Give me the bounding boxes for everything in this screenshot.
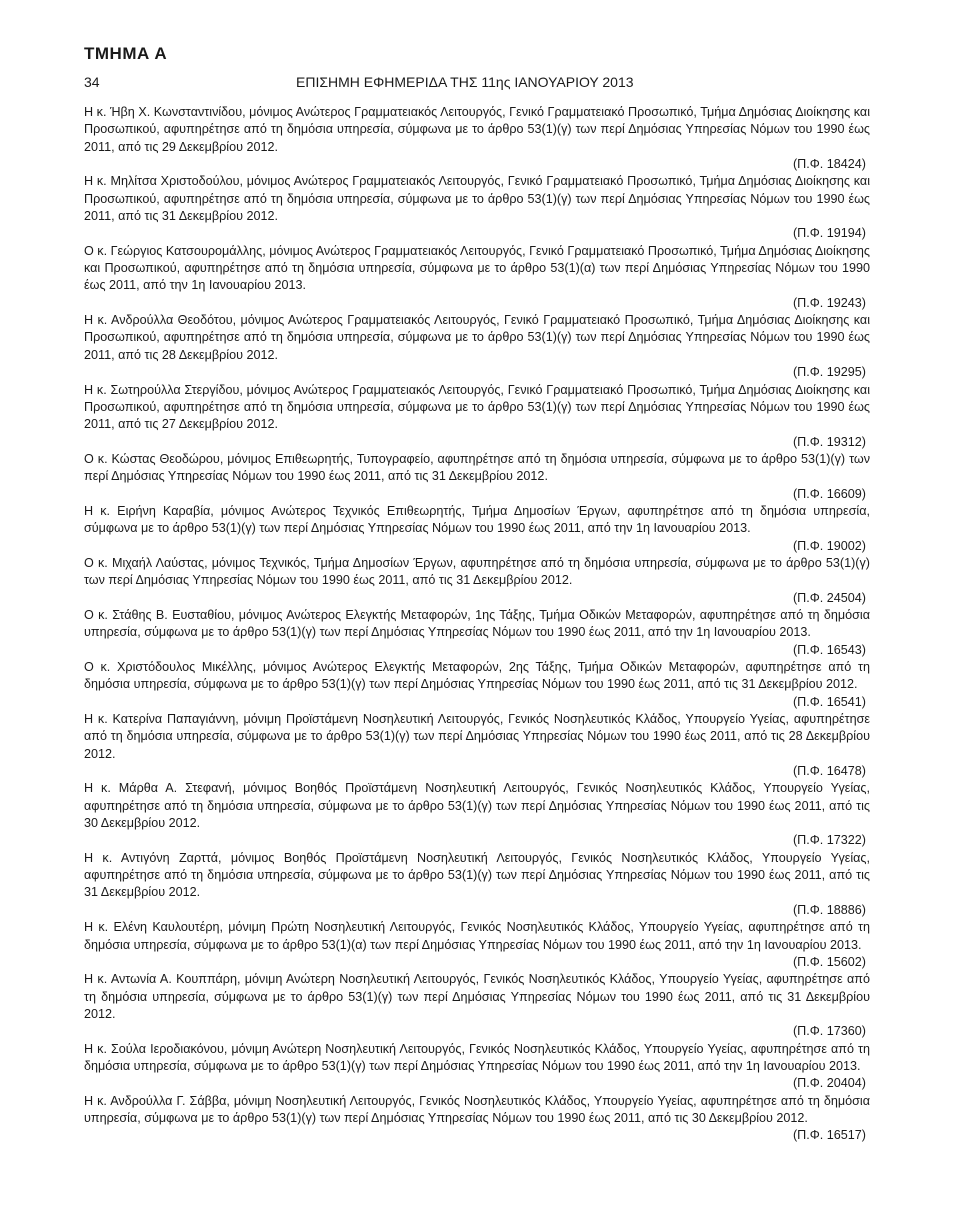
- file-reference: (Π.Φ. 15602): [792, 954, 866, 969]
- file-reference: (Π.Φ. 16517): [792, 1128, 866, 1143]
- notice-entry: [84, 555, 870, 607]
- file-reference: (Π.Φ. 19194): [792, 226, 866, 241]
- file-reference: (Π.Φ. 24504): [792, 590, 866, 605]
- file-reference: (Π.Φ. 16478): [792, 764, 866, 779]
- notice-text: Η κ. Αντωνία Α. Κουππάρη, μόνιμη Ανώτερη Νοσηλευτική Λειτουργός, Γενικός Νοσηλευτικός Κλάδος, Υπουργείο Υγείας, αφυπηρέτησε από τη δημόσια υπηρεσία, σύμφωνα με το άρθρο 53(1)(γ) των περί Δημόσιας Υπηρεσίας Νόμων του 1990 έως 2011, από τις 31 Δεκεμβρίου 2012.: [84, 972, 870, 1021]
- notice-entry: [84, 243, 870, 312]
- notice-entry: [84, 711, 870, 780]
- file-reference: (Π.Φ. 16609): [792, 486, 866, 501]
- file-reference: (Π.Φ. 17322): [792, 833, 866, 848]
- notice-text: Η κ. Αντιγόνη Ζαρττά, μόνιμος Βοηθός Προϊστάμενη Νοσηλευτική Λειτουργός, Γενικός Νοσηλευτικός Κλάδος, Υπουργείο Υγείας, αφυπηρέτησε από τη δημόσια υπηρεσία, σύμφωνα με το άρθρο 53(1)(γ) των περί Δημόσιας Υπηρεσίας Νόμων του 1990 έως 2011, από τις 31 Δεκεμβρίου 2012.: [84, 850, 870, 900]
- file-reference: (Π.Φ. 19002): [792, 538, 866, 553]
- notice-text: Η κ. Ήβη Χ. Κωνσταντινίδου, μόνιμος Ανώτερος Γραμματειακός Λειτουργός, Γενικό Γραμματειακό Προσωπικό, Τμήμα Δημόσιας Διοίκησης και Προσωπικού, αφυπηρέτησε από τη δημόσια υπηρεσία, σύμφωνα με το άρθρο 53(1)(γ) των περί Δημόσιας Υπηρεσίας Νόμων του 1990 έως 2011, από τις 29 Δεκεμβρίου 2012.: [84, 105, 870, 154]
- notice-text: Η κ. Ανδρούλλα Θεοδότου, μόνιμος Ανώτερος Γραμματειακός Λειτουργός, Γενικό Γραμματειακό Προσωπικό, Τμήμα Δημόσιας Διοίκησης και Προσωπικού, αφυπηρέτησε από τη δημόσια υπηρεσία, σύμφωνα με το άρθρο 53(1)(γ) των περί Δημόσιας Υπηρεσίας Νόμων του 1990 έως 2011, από τις 28 Δεκεμβρίου 2012.: [84, 313, 870, 362]
- file-reference: (Π.Φ. 19295): [792, 365, 866, 380]
- notice-entry: [84, 503, 870, 555]
- notice-entry: [84, 919, 870, 971]
- file-reference: (Π.Φ. 16543): [792, 642, 866, 657]
- notice-entry: [84, 659, 870, 711]
- notice-entry: [84, 850, 870, 919]
- notice-entry: [84, 451, 870, 503]
- notice-entry: [84, 780, 870, 849]
- notice-entry: [84, 1041, 870, 1093]
- notice-text: Η κ. Ανδρούλλα Γ. Σάββα, μόνιμη Νοσηλευτική Λειτουργός, Γενικός Νοσηλευτικός Κλάδος, Υπουργείο Υγείας, αφυπηρέτησε από τη δημόσια υπηρεσία, σύμφωνα με το άρθρο 53(1)(γ) των περί Δημόσιας Υπηρεσίας Νόμων του 1990 έως 2011, από τις 30 Δεκεμβρίου 2012.: [84, 1093, 870, 1125]
- notice-entry: [84, 971, 870, 1040]
- notice-text: Η κ. Μάρθα Α. Στεφανή, μόνιμος Βοηθός Προϊστάμενη Νοσηλευτική Λειτουργός, Γενικός Νοσηλευτικός Κλάδος, Υπουργείο Υγείας, αφυπηρέτησε από τη δημόσια υπηρεσία, σύμφωνα με το άρθρο 53(1)(γ) των περί Δημόσιας Υπηρεσίας Νόμων του 1990 έως 2011, από τις 30 Δεκεμβρίου 2012.: [84, 781, 870, 831]
- file-reference: (Π.Φ. 18424): [792, 157, 866, 172]
- notice-text: Ο κ. Χριστόδουλος Μικέλλης, μόνιμος Ανώτερος Ελεγκτής Μεταφορών, 2ης Τάξης, Τμήμα Οδικών Μεταφορών, αφυπηρέτησε από τη δημόσια υπηρεσία, σύμφωνα με το άρθρο 53(1)(γ) των περί Δημόσιας Υπηρεσίας Νόμων του 1990 έως 2011, από τις 31 Δεκεμβρίου 2012.: [84, 660, 870, 692]
- notice-text: Ο κ. Γεώργιος Κατσουρομάλλης, μόνιμος Ανώτερος Γραμματειακός Λειτουργός, Γενικό Γραμματειακό Προσωπικό, Τμήμα Δημόσιας Διοίκησης και Προσωπικού, αφυπηρέτησε από τη δημόσια υπηρεσία, σύμφωνα με το άρθρο 53(1)(α) των περί Δημόσιας Υπηρεσίας Νόμων του 1990 έως 2011, από την 1η Ιανουαρίου 2013.: [84, 243, 870, 293]
- notice-text: Ο κ. Κώστας Θεοδώρου, μόνιμος Επιθεωρητής, Τυπογραφείο, αφυπηρέτησε από τη δημόσια υπηρεσία, σύμφωνα με το άρθρο 53(1)(γ) των περί Δημόσιας Υπηρεσίας Νόμων του 1990 έως 2011, από τις 31 Δεκεμβρίου 2012.: [84, 451, 870, 484]
- notice-text: Η κ. Ειρήνη Καραβία, μόνιμος Ανώτερος Τεχνικός Επιθεωρητής, Τμήμα Δημοσίων Έργων, αφυπηρέτησε από τη δημόσια υπηρεσία, σύμφωνα με το άρθρο 53(1)(γ) των περί Δημόσιας Υπηρεσίας Νόμων του 1990 έως 2011, από την 1η Ιανουαρίου 2013.: [84, 503, 870, 536]
- file-reference: (Π.Φ. 20404): [792, 1076, 866, 1091]
- notice-list: [84, 104, 870, 1145]
- notice-entry: [84, 173, 870, 242]
- section-label: ΤΜΗΜΑ Α: [84, 44, 168, 63]
- file-reference: (Π.Φ. 18886): [792, 902, 866, 917]
- notice-text: Η κ. Ελένη Καυλουτέρη, μόνιμη Πρώτη Νοσηλευτική Λειτουργός, Γενικός Νοσηλευτικός Κλάδος, Υπουργείο Υγείας, αφυπηρέτησε από τη δημόσια υπηρεσία, σύμφωνα με το άρθρο 53(1)(α) των περί Δημόσιας Υπηρεσίας Νόμων του 1990 έως 2011, από την 1η Ιανουαρίου 2013.: [84, 920, 870, 952]
- notice-entry: [84, 104, 870, 173]
- notice-text: Ο κ. Μιχαήλ Λαύστας, μόνιμος Τεχνικός, Τμήμα Δημοσίων Έργων, αφυπηρέτησε από τη δημόσια υπηρεσία, σύμφωνα με το άρθρο 53(1)(γ) των περί Δημόσιας Υπηρεσίας Νόμων του 1990 έως 2011, από τις 31 Δεκεμβρίου 2012.: [84, 555, 870, 588]
- file-reference: (Π.Φ. 19243): [792, 295, 866, 310]
- notice-text: Η κ. Σωτηρούλλα Στεργίδου, μόνιμος Ανώτερος Γραμματειακός Λειτουργός, Γενικό Γραμματειακό Προσωπικό, Τμήμα Δημόσιας Διοίκησης και Προσωπικού, αφυπηρέτησε από τη δημόσια υπηρεσία, σύμφωνα με το άρθρο 53(1)(γ) των περί Δημόσιας Υπηρεσίας Νόμων του 1990 έως 2011, από τις 27 Δεκεμβρίου 2012.: [84, 382, 870, 432]
- notice-entry: [84, 1093, 870, 1145]
- notice-text: Ο κ. Στάθης Β. Ευσταθίου, μόνιμος Ανώτερος Ελεγκτής Μεταφορών, 1ης Τάξης, Τμήμα Οδικών Μεταφορών, αφυπηρέτησε από τη δημόσια υπηρεσία, σύμφωνα με το άρθρο 53(1)(γ) των περί Δημόσιας Υπηρεσίας Νόμων του 1990 έως 2011, από την 1η Ιανουαρίου 2013.: [84, 607, 870, 640]
- notice-entry: [84, 382, 870, 451]
- file-reference: (Π.Φ. 17360): [792, 1024, 866, 1039]
- notice-entry: [84, 607, 870, 659]
- page-number: 34: [84, 74, 100, 90]
- notice-text: Η κ. Μηλίτσα Χριστοδούλου, μόνιμος Ανώτερος Γραμματειακός Λειτουργός, Γενικό Γραμματειακό Προσωπικό, Τμήμα Δημόσιας Διοίκησης και Προσωπικού, αφυπηρέτησε από τη δημόσια υπηρεσία, σύμφωνα με το άρθρο 53(1)(γ) των περί Δημόσιας Υπηρεσίας Νόμων του 1990 έως 2011, από τις 31 Δεκεμβρίου 2012.: [84, 174, 870, 224]
- notice-entry: [84, 312, 870, 381]
- notice-text: Η κ. Σούλα Ιεροδιακόνου, μόνιμη Ανώτερη Νοσηλευτική Λειτουργός, Γενικός Νοσηλευτικός Κλάδος, Υπουργείο Υγείας, αφυπηρέτησε από τη δημόσια υπηρεσία, σύμφωνα με το άρθρο 53(1)(γ) των περί Δημόσιας Υπηρεσίας Νόμων του 1990 έως 2011, από την 1η Ιανουαρίου 2013.: [84, 1041, 870, 1073]
- notice-text: Η κ. Κατερίνα Παπαγιάννη, μόνιμη Προϊστάμενη Νοσηλευτική Λειτουργός, Γενικός Νοσηλευτικός Κλάδος, Υπουργείο Υγείας, αφυπηρέτησε από τη δημόσια υπηρεσία, σύμφωνα με το άρθρο 53(1)(γ) των περί Δημόσιας Υπηρεσίας Νόμων του 1990 έως 2011, από τις 28 Δεκεμβρίου 2012.: [84, 712, 870, 761]
- journal-title: ΕΠΙΣΗΜΗ ΕΦΗΜΕΡΙΔΑ ΤΗΣ 11ης ΙΑΝΟΥΑΡΙΟΥ 2013: [296, 74, 634, 90]
- file-reference: (Π.Φ. 19312): [792, 434, 866, 449]
- file-reference: (Π.Φ. 16541): [792, 694, 866, 709]
